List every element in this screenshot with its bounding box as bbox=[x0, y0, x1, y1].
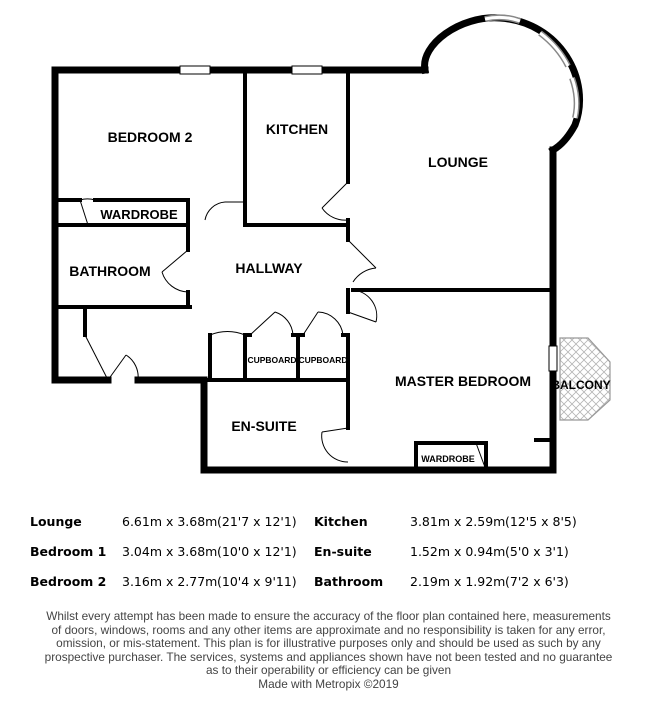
label-master-bedroom: MASTER BEDROOM bbox=[394, 373, 532, 389]
room-imperial: (12'5 x 8'5) bbox=[505, 514, 577, 529]
room-metric: 3.81m x 2.59m bbox=[410, 514, 506, 529]
label-lounge: LOUNGE bbox=[428, 154, 488, 170]
dimension-row bbox=[0, 514, 657, 534]
label-wardrobe-master: WARDROBE bbox=[421, 454, 475, 464]
label-bathroom: BATHROOM bbox=[69, 263, 151, 279]
dimension-row bbox=[0, 574, 657, 594]
room-name: Bedroom 1 bbox=[30, 544, 107, 559]
room-imperial: (10'4 x 9'11) bbox=[217, 574, 297, 589]
room-name: Kitchen bbox=[314, 514, 368, 529]
exterior-walls bbox=[55, 18, 580, 470]
room-dimensions bbox=[0, 505, 657, 595]
room-metric: 6.61m x 3.68m bbox=[122, 514, 218, 529]
room-metric: 1.52m x 0.94m bbox=[410, 544, 506, 559]
disclaimer-line: prospective purchaser. The services, systems and appliances shown have not been tested and no guarantee bbox=[44, 649, 613, 664]
room-name: Bedroom 2 bbox=[30, 574, 107, 589]
disclaimer-line: as to their operability or efficiency can be given bbox=[205, 663, 452, 678]
room-metric: 2.19m x 1.92m bbox=[410, 574, 506, 589]
room-imperial: (5'0 x 3'1) bbox=[505, 544, 569, 559]
label-kitchen: KITCHEN bbox=[265, 121, 329, 137]
metropix-credit: Made with Metropix ©2019 bbox=[258, 676, 399, 691]
label-en-suite: EN-SUITE bbox=[231, 418, 297, 434]
label-bedroom-2: BEDROOM 2 bbox=[107, 129, 193, 145]
disclaimer bbox=[20, 610, 637, 692]
label-wardrobe-bedroom-2: WARDROBE bbox=[100, 207, 178, 222]
room-imperial: (21'7 x 12'1) bbox=[217, 514, 297, 529]
label-balcony: BALCONY bbox=[551, 378, 611, 392]
label-hallway: HALLWAY bbox=[235, 260, 303, 276]
room-metric: 3.16m x 2.77m bbox=[122, 574, 218, 589]
room-name: Lounge bbox=[30, 514, 82, 529]
label-cupboard-2: CUPBOARD bbox=[298, 355, 348, 365]
dimension-row bbox=[0, 544, 657, 564]
disclaimer-line: omission, or mis-statement. This plan is for illustrative purposes only and should be used as such by any bbox=[56, 636, 601, 651]
label-cupboard-1: CUPBOARD bbox=[247, 355, 297, 365]
room-metric: 3.04m x 3.68m bbox=[122, 544, 218, 559]
disclaimer-line: Whilst every attempt has been made to ensure the accuracy of the floor plan contained here, measurements bbox=[46, 609, 611, 623]
disclaimer-line: of doors, windows, rooms and any other items are approximate and no responsibility is taken for any error, bbox=[51, 622, 606, 637]
room-name: En-suite bbox=[314, 544, 372, 559]
room-imperial: (7'2 x 6'3) bbox=[505, 574, 569, 589]
room-name: Bathroom bbox=[314, 574, 384, 589]
room-imperial: (10'0 x 12'1) bbox=[217, 544, 297, 559]
